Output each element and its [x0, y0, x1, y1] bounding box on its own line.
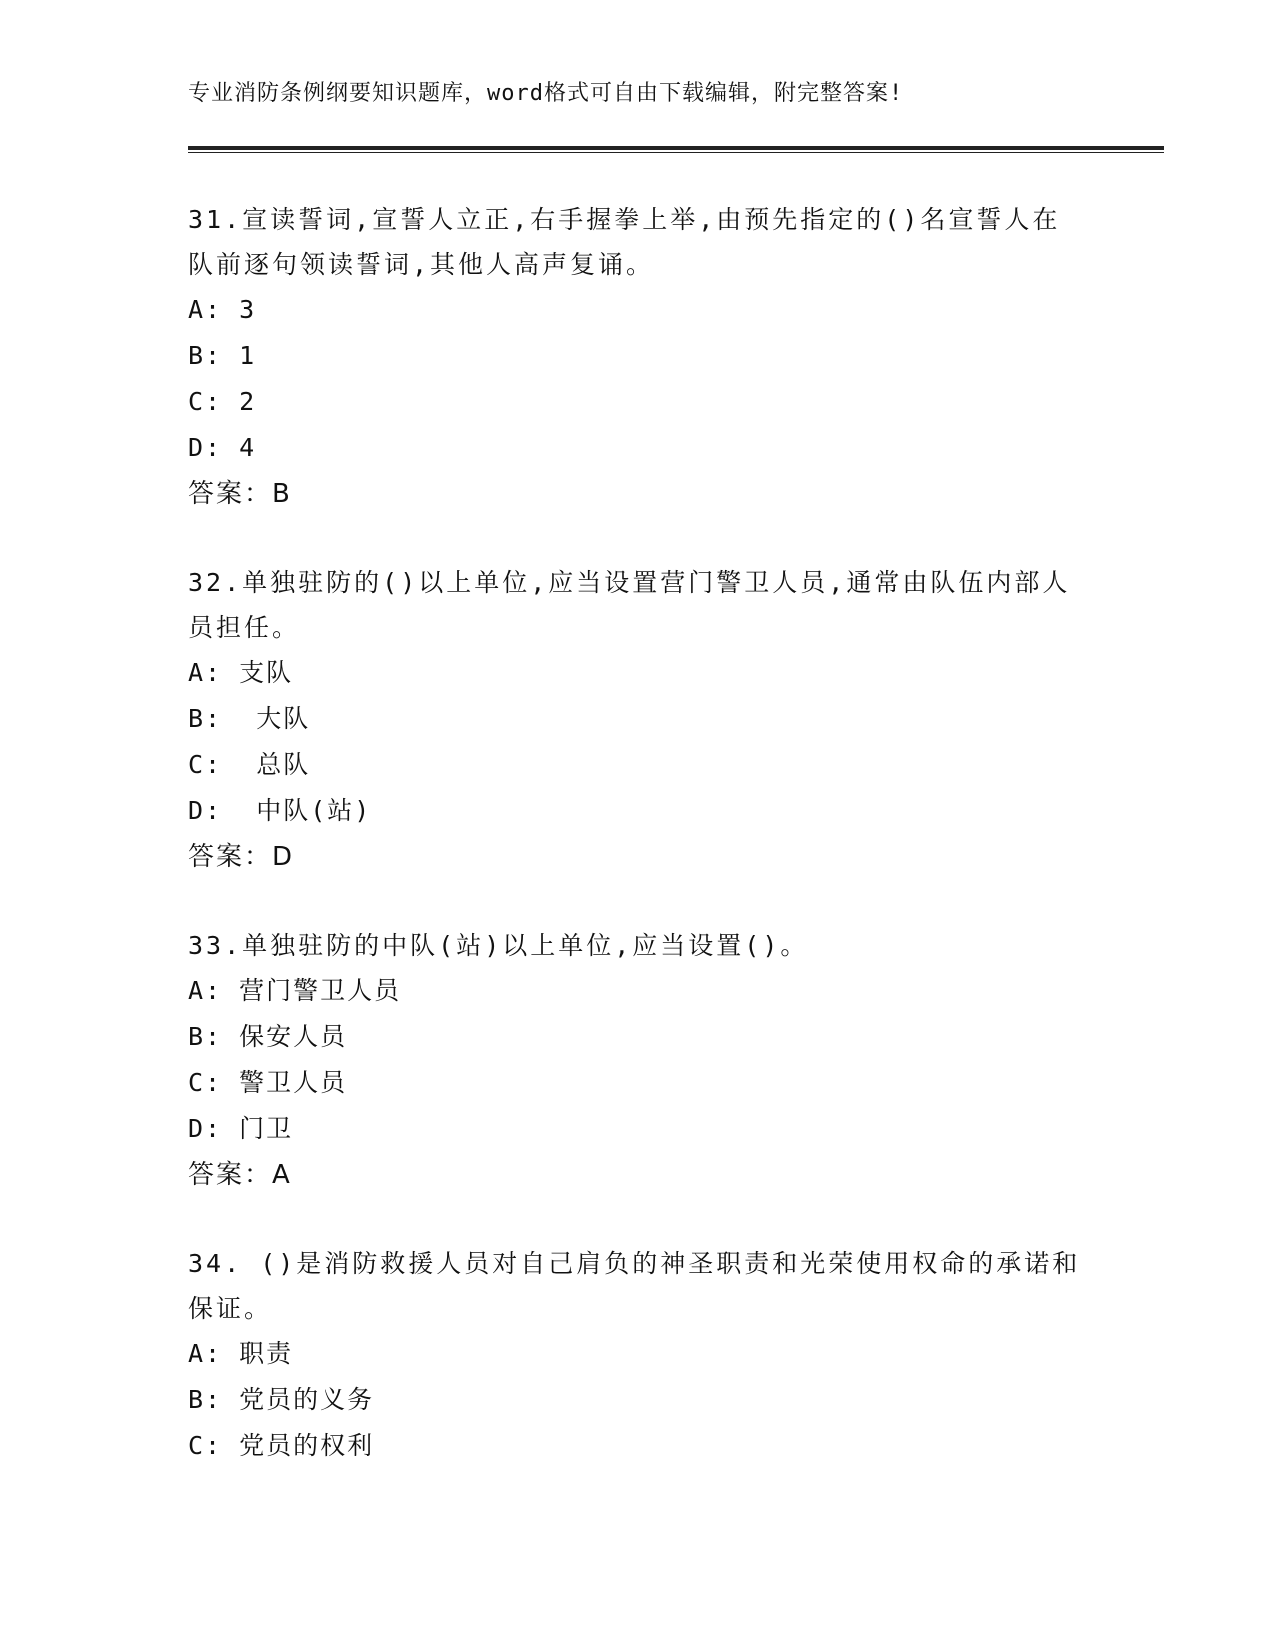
question-34 [188, 1241, 1088, 1469]
option-d: D: 4 [188, 433, 257, 462]
option-d: D: 中队(站) [188, 796, 372, 825]
option-b: B: 党员的义务 [188, 1385, 375, 1414]
option-a: A: 3 [188, 295, 257, 324]
header-divider-thin [188, 152, 1164, 153]
option-a: A: 支队 [188, 658, 294, 687]
option-a: A: 职责 [188, 1339, 294, 1368]
question-text: 34. ()是消防救援人员对自己肩负的神圣职责和光荣使用权命的承诺和保证。 [188, 1249, 1081, 1323]
question-31 [188, 197, 1088, 517]
answer-label: 答案：A [188, 1160, 292, 1190]
answer-label: 答案：D [188, 842, 295, 872]
option-b: B: 大队 [188, 704, 311, 733]
question-text: 32.单独驻防的()以上单位,应当设置营门警卫人员,通常由队伍内部人员担任。 [188, 568, 1071, 642]
answer-label: 答案：B [188, 479, 292, 509]
option-c: C: 警卫人员 [188, 1068, 348, 1097]
option-b: B: 保安人员 [188, 1022, 348, 1051]
option-c: C: 2 [188, 387, 257, 416]
option-a: A: 营门警卫人员 [188, 976, 402, 1005]
header-title: 专业消防条例纲要知识题库，word格式可自由下载编辑，附完整答案! [188, 81, 904, 106]
question-32 [188, 560, 1088, 880]
option-d: D: 门卫 [188, 1114, 294, 1143]
option-c: C: 党员的权利 [188, 1431, 375, 1460]
option-b: B: 1 [188, 341, 257, 370]
question-33 [188, 923, 1088, 1198]
question-text: 33.单独驻防的中队(站)以上单位,应当设置()。 [188, 931, 809, 960]
option-c: C: 总队 [188, 750, 311, 779]
question-text: 31.宣读誓词,宣誓人立正,右手握拳上举,由预先指定的()名宣誓人在队前逐句领读誓词,其他人高声复诵。 [188, 205, 1061, 279]
header-divider-thick [188, 146, 1164, 150]
